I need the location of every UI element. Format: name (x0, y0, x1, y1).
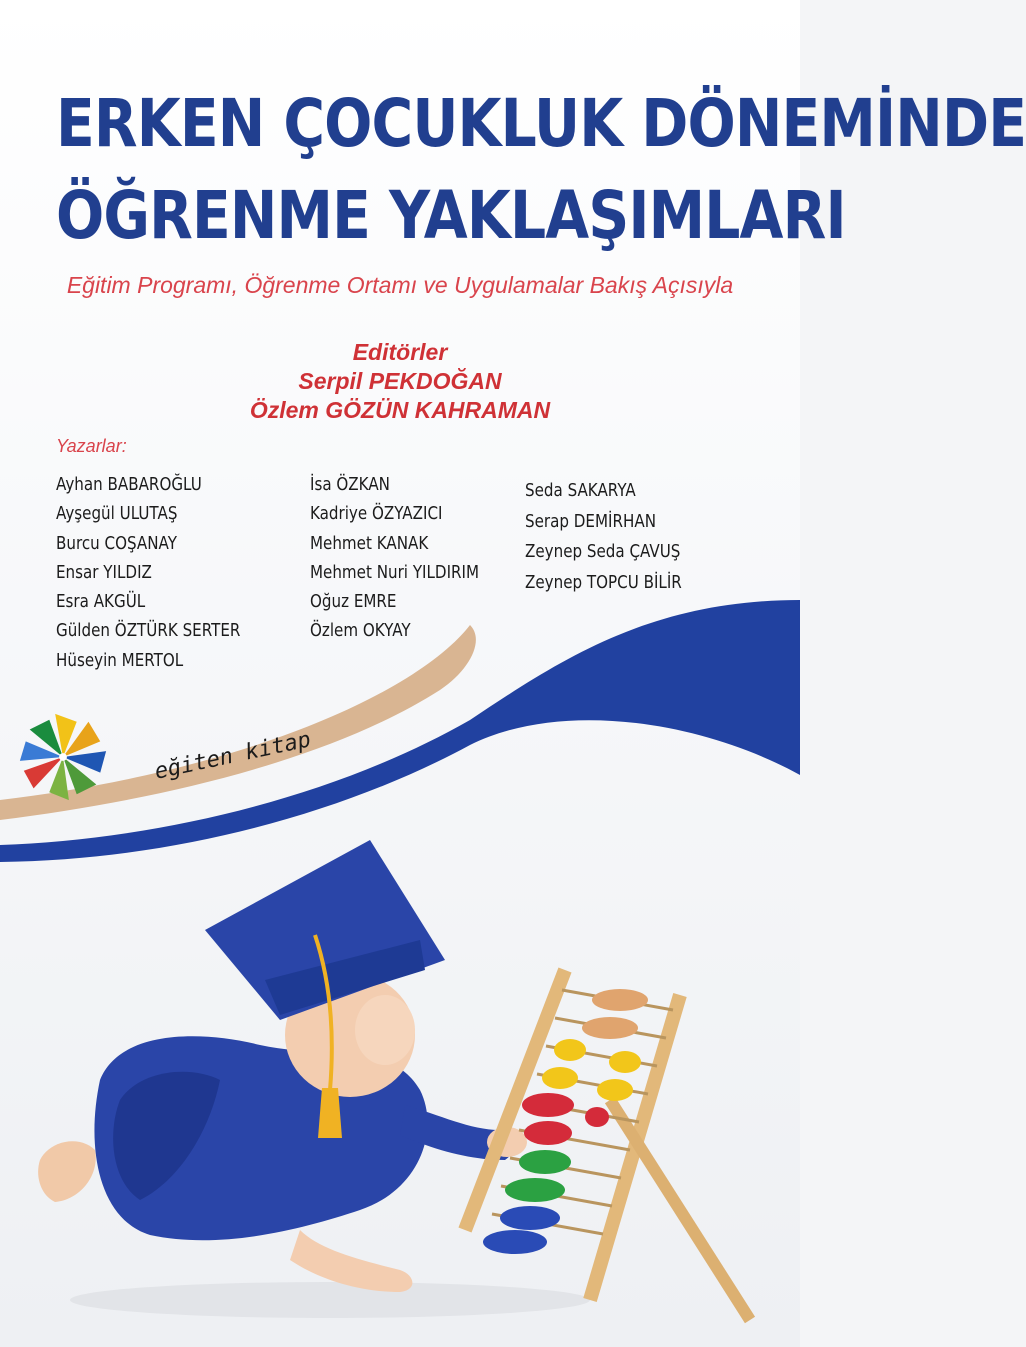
author-name: Zeynep Seda ÇAVUŞ (525, 541, 681, 562)
author-name: Ensar YILDIZ (56, 561, 152, 583)
author-name: Mehmet Nuri YILDIRIM (310, 561, 480, 583)
editor-name: Serpil PEKDOĞAN (298, 368, 502, 394)
author-name: Mehmet KANAK (310, 532, 429, 554)
author-name: Zeynep TOPCU BİLİR (525, 571, 682, 593)
blue-wave (0, 600, 800, 862)
title-line-2: ÖĞRENME YAKLAŞIMLARI (56, 177, 846, 254)
author-name: Serap DEMİRHAN (525, 510, 657, 532)
author-name: İsa ÖZKAN (310, 474, 390, 495)
author-name: Özlem OKYAY (310, 620, 411, 642)
author-name: Burcu COŞANAY (56, 532, 177, 554)
author-name: Kadriye ÖZYAZICI (310, 503, 443, 525)
author-name: Seda SAKARYA (525, 480, 636, 501)
author-name: Gülden ÖZTÜRK SERTER (56, 620, 241, 642)
editors-label: Editörler (352, 339, 448, 365)
baby-abacus-photo (0, 830, 800, 1347)
pinwheel-logo-icon (14, 708, 112, 806)
author-name: Esra AKGÜL (56, 591, 146, 613)
editor-name: Özlem GÖZÜN KAHRAMAN (249, 397, 551, 423)
author-name: Ayhan BABAROĞLU (56, 474, 202, 495)
book-subtitle: Eğitim Programı, Öğrenme Ortamı ve Uygulamalar Bakış Açısıyla (66, 272, 734, 298)
authors-label: Yazarlar: (56, 436, 127, 456)
author-name: Hüseyin MERTOL (56, 649, 184, 671)
author-name: Oğuz EMRE (310, 591, 397, 613)
author-name: Ayşegül ULUTAŞ (56, 503, 178, 525)
title-line-1: ERKEN ÇOCUKLUK DÖNEMİNDE (56, 85, 1026, 162)
publisher-name: eğiten kitap (152, 727, 314, 785)
